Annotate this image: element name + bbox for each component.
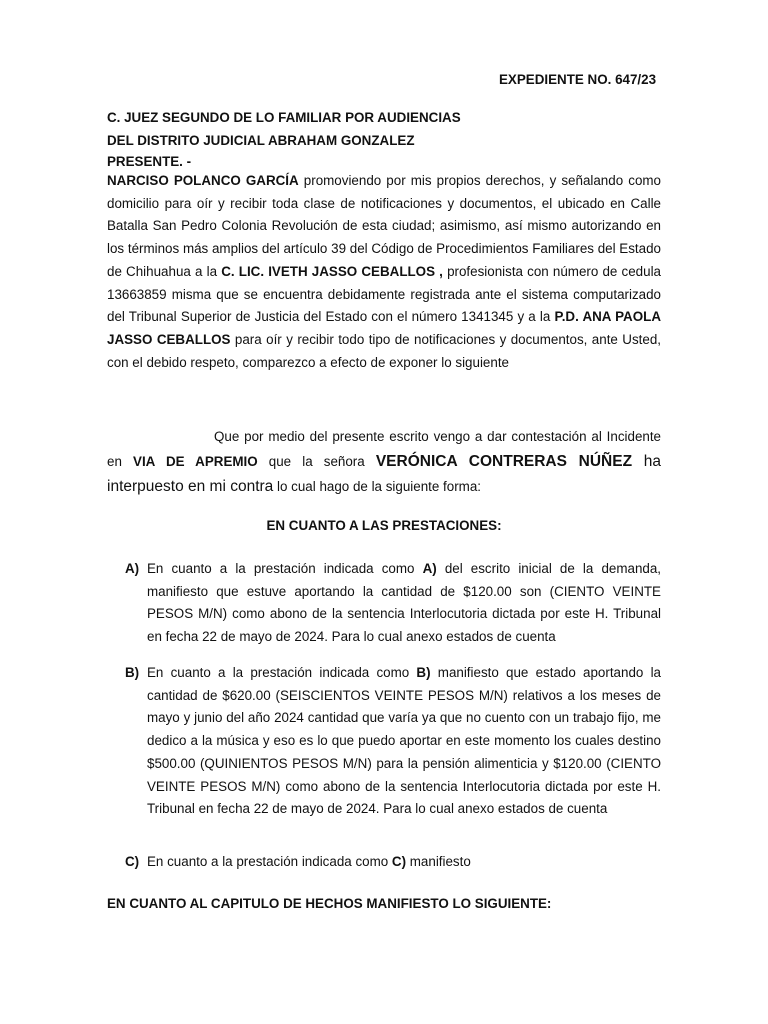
list-item-text: En cuanto a la prestación indicada como B) manifiesto que estado aportando la cantidad de $620.00 (SEISCIENTOS VEINTE PESOS M/N) relativos a los meses de mayo y junio del año 2024 cantidad que varía ya que no cuento con un trabajo fijo, me dedico a la música y eso es lo que puedo aportar en este momento los cuales destino $500.00 (QUINIENTOS PESOS M/N) para la pensión alimenticia y $120.00 (CIENTO VEINTE PESOS M/N) como abono de la sentencia Interlocutoria dictada por este H. Tribunal en fecha 22 de mayo de 2024. Para lo cual anexo estados de cuenta xyxy=(147,665,661,817)
promovente-name: NARCISO POLANCO GARCÍA xyxy=(107,173,299,188)
list-marker: B) xyxy=(125,665,140,680)
expediente-number: EXPEDIENTE NO. 647/23 xyxy=(499,72,657,87)
hechos-heading: EN CUANTO AL CAPITULO DE HECHOS MANIFIESTO LO SIGUIENTE: xyxy=(107,896,552,911)
list-item-text: En cuanto a la prestación indicada como C) manifiesto xyxy=(147,854,471,869)
list-marker: A) xyxy=(125,561,140,576)
intro-text-3: para oír y recibir todo tipo de notificaciones y documentos, ante Usted, con el debido respeto, comparezco a efecto de exponer lo siguiente xyxy=(107,331,661,370)
assistant-name: P.D. ANA PAOLA JASSO CEBALLOS xyxy=(107,309,661,347)
list-item xyxy=(125,662,661,821)
response-text-1: Que por medio del presente escrito vengo a dar contestación al Incidente en xyxy=(107,429,661,469)
list-item xyxy=(125,851,661,874)
intro-paragraph xyxy=(107,170,661,374)
addressee-line-1: C. JUEZ SEGUNDO DE LO FAMILIAR POR AUDIENCIAS xyxy=(107,110,461,125)
intro-text-2: profesionista con número de cedula 13663859 misma que se encuentra debidamente registrada ante el sistema computarizado del Tribunal Superior de Justicia del Estado con el número 1341345 y a la xyxy=(107,263,661,325)
counterparty-name: VERÓNICA CONTRERAS NÚÑEZ xyxy=(375,453,633,470)
addressee-line-3: PRESENTE. - xyxy=(107,154,192,169)
intro-text-1: promoviendo por mis propios derechos, y señalando como domicilio para oír y recibir toda clase de notificaciones y documentos, el ubicado en Calle Batalla San Pedro Colonia Revolución de esta ciudad; asimismo, así mismo autorizando en los términos más amplios del artículo 39 del Código de Procedimientos Familiares del Estado de Chihuahua a la xyxy=(107,173,661,279)
list-marker: C) xyxy=(125,854,140,869)
via-de-apremio: VIA DE APREMIO xyxy=(133,454,258,469)
response-text-3: ha interpuesto en mi contra xyxy=(107,453,661,495)
response-text-4: lo cual hago de la siguiente forma: xyxy=(273,479,481,494)
list-item xyxy=(125,558,661,649)
response-text-2: que la señora xyxy=(257,454,376,469)
list-item-text: En cuanto a la prestación indicada como A) del escrito inicial de la demanda, manifiesto que estuve aportando la cantidad de $120.00 son (CIENTO VEINTE PESOS M/N) como abono de la sentencia Interlocutoria dictada por este H. Tribunal en fecha 22 de mayo de 2024. Para lo cual anexo estados de cuenta xyxy=(147,561,662,645)
prestaciones-heading: EN CUANTO A LAS PRESTACIONES: xyxy=(266,518,502,533)
response-paragraph xyxy=(107,424,661,499)
addressee-line-2: DEL DISTRITO JUDICIAL ABRAHAM GONZALEZ xyxy=(107,133,415,148)
lawyer-name: C. LIC. IVETH JASSO CEBALLOS , xyxy=(221,263,443,279)
